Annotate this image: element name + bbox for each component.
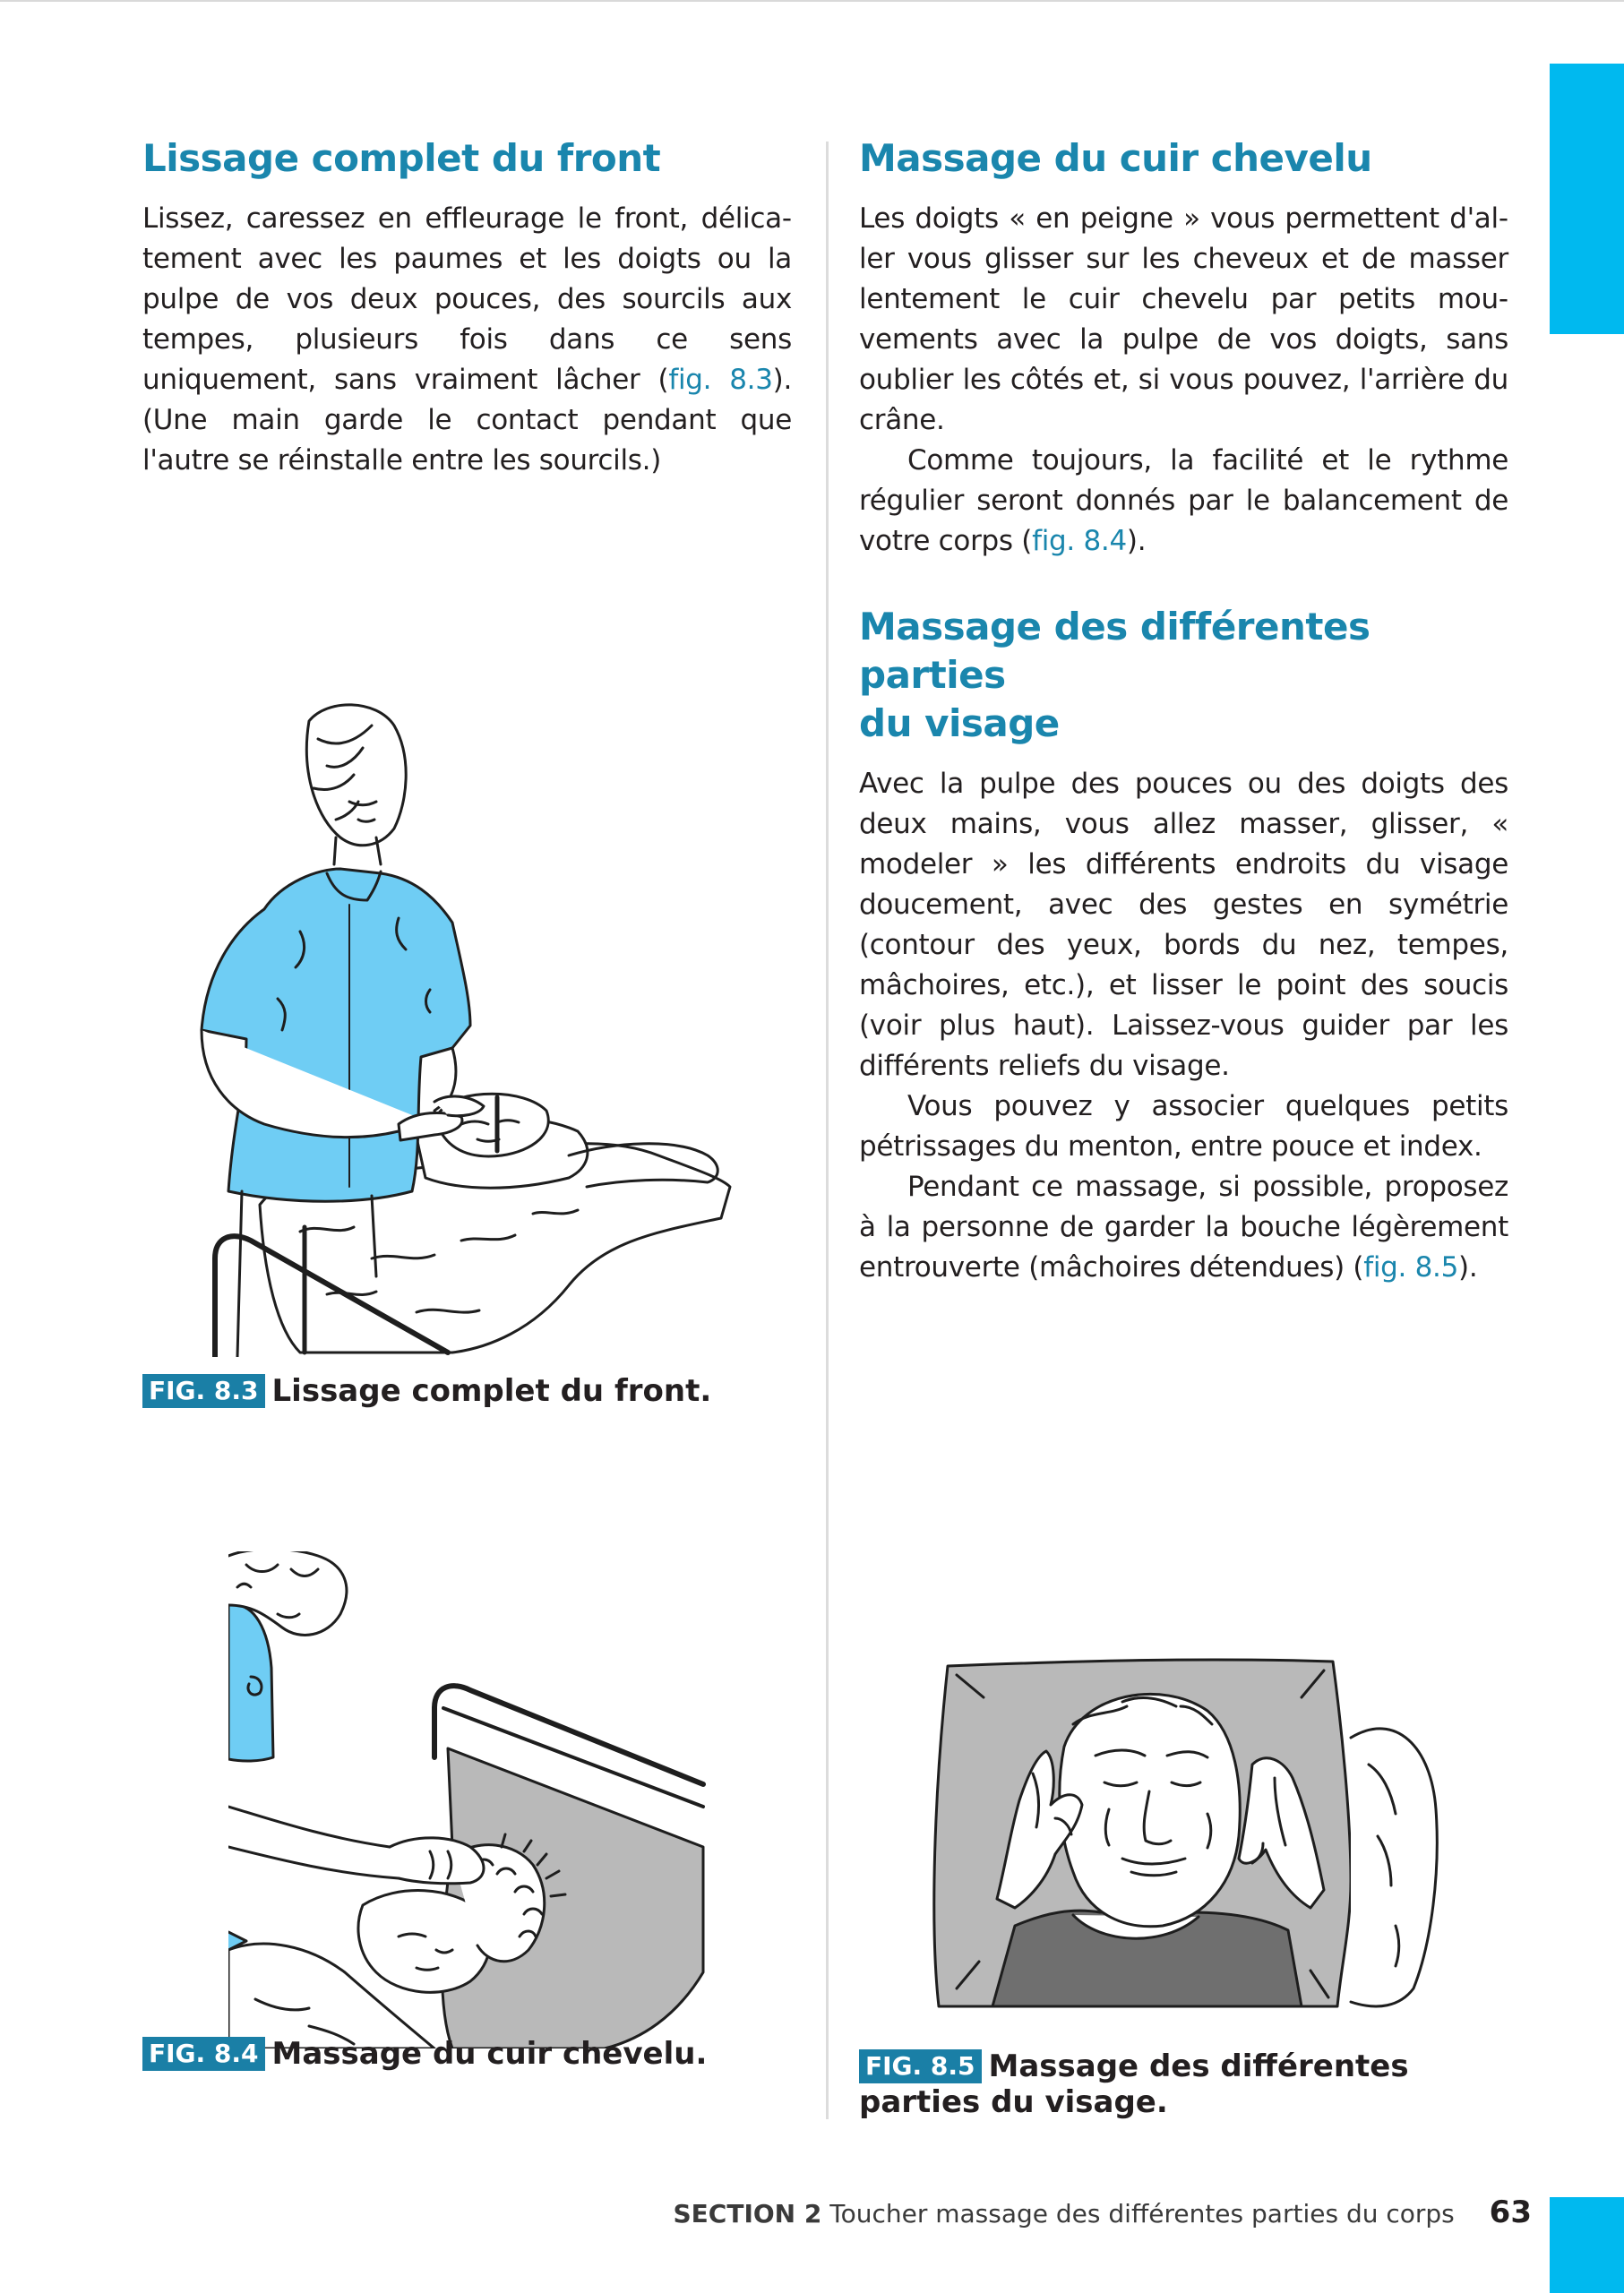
fig-8-4-caption — [142, 2036, 805, 2072]
caption-text: Massage du cuir chevelu. — [271, 2036, 708, 2072]
paragraph-text: Lissez, caressez en effleurage le front, délicatement avec les paumes et les doigts ou la pulpe de vos deux pouces, des sourcils aux tempes, plusieurs fois dans ce sens uniquement, sans vraiment lâcher ( — [142, 202, 792, 396]
fig-8-4-illustration — [228, 1551, 708, 2048]
paragraph-visage-3 — [859, 1167, 1508, 1288]
heading-cuir-chevelu: Massage du cuir chevelu — [859, 136, 1372, 180]
paragraph-lissage-front — [142, 199, 792, 481]
section-gap — [859, 562, 1508, 603]
section-thumb-tab — [1550, 64, 1624, 334]
fig-8-3-badge: FIG. 8.3 — [142, 1374, 265, 1408]
right-column — [859, 134, 1508, 1288]
fig-8-4-badge: FIG. 8.4 — [142, 2037, 265, 2071]
footer-section-label: SECTION 2 — [673, 2199, 822, 2229]
paragraph-cuir-chevelu-1: Les doigts « en peigne » vous permettent d'aller vous glisser sur les cheveux et de masser lentement le cuir chevelu par petits mouvements avec la pulpe de vos doigts, sans oublier les côtés et, si vous pouvez, l'arrière du crâne. — [859, 202, 1508, 436]
top-rule — [0, 0, 1624, 2]
paragraph-text: ). — [1458, 1251, 1478, 1284]
paragraph-text: ). — [1126, 525, 1147, 557]
fig-8-5-reference[interactable]: fig. 8.5 — [1363, 1251, 1459, 1284]
fig-8-3-illustration — [193, 703, 739, 1357]
fig-8-5-caption — [859, 2048, 1522, 2120]
left-column — [142, 134, 792, 481]
footer-section-title: Toucher massage des différentes parties du corps — [829, 2199, 1455, 2229]
paragraph-text: ). (Une main garde le contact pendant que l'autre se réinstalle entre les sourcils.) — [142, 364, 793, 477]
heading-parties-visage — [859, 603, 1508, 748]
paragraph-cuir-chevelu-2 — [859, 441, 1508, 562]
caption-text: parties du visage. — [859, 2084, 1168, 2120]
column-divider — [826, 142, 829, 2119]
heading-lissage-front: Lissage complet du front — [142, 136, 661, 180]
fig-8-5-illustration — [930, 1657, 1440, 2015]
caption-text: Lissage complet du front. — [271, 1373, 712, 1409]
fig-8-5-badge: FIG. 8.5 — [859, 2049, 982, 2083]
page-number: 63 — [1489, 2194, 1532, 2230]
fig-8-3-reference[interactable]: fig. 8.3 — [668, 364, 773, 396]
fig-8-3-caption — [142, 1373, 805, 1409]
footer-thumb-tab — [1550, 2197, 1624, 2293]
paragraph-visage-2: Vous pouvez y associer quelques petits pétrissages du menton, entre pouce et index. — [859, 1090, 1508, 1163]
heading-line: du visage — [859, 701, 1060, 745]
paragraph-visage-1: Avec la pulpe des pouces ou des doigts des deux mains, vous allez masser, glisser, « modeler » les différents endroits du visage doucement, avec des gestes en symétrie (contour des yeux, bords du nez, tempes, mâchoires, etc.), et lisser le point des soucis (voir plus haut). Laissez-vous guider par les différents reliefs du visage. — [859, 768, 1508, 1082]
caption-text: Massage des différentes — [988, 2048, 1409, 2084]
page-footer — [627, 2194, 1532, 2232]
heading-line: Massage des différentes parties — [859, 605, 1371, 697]
paragraph-text: Comme toujours, la facilité et le rythme régulier seront donnés par le balancement de votre corps ( — [859, 444, 1508, 557]
fig-8-4-reference[interactable]: fig. 8.4 — [1032, 525, 1127, 557]
paragraph-text: Pendant ce massage, si possible, proposez à la personne de garder la bouche légèrement entrouverte (mâchoires détendues) ( — [859, 1171, 1508, 1284]
